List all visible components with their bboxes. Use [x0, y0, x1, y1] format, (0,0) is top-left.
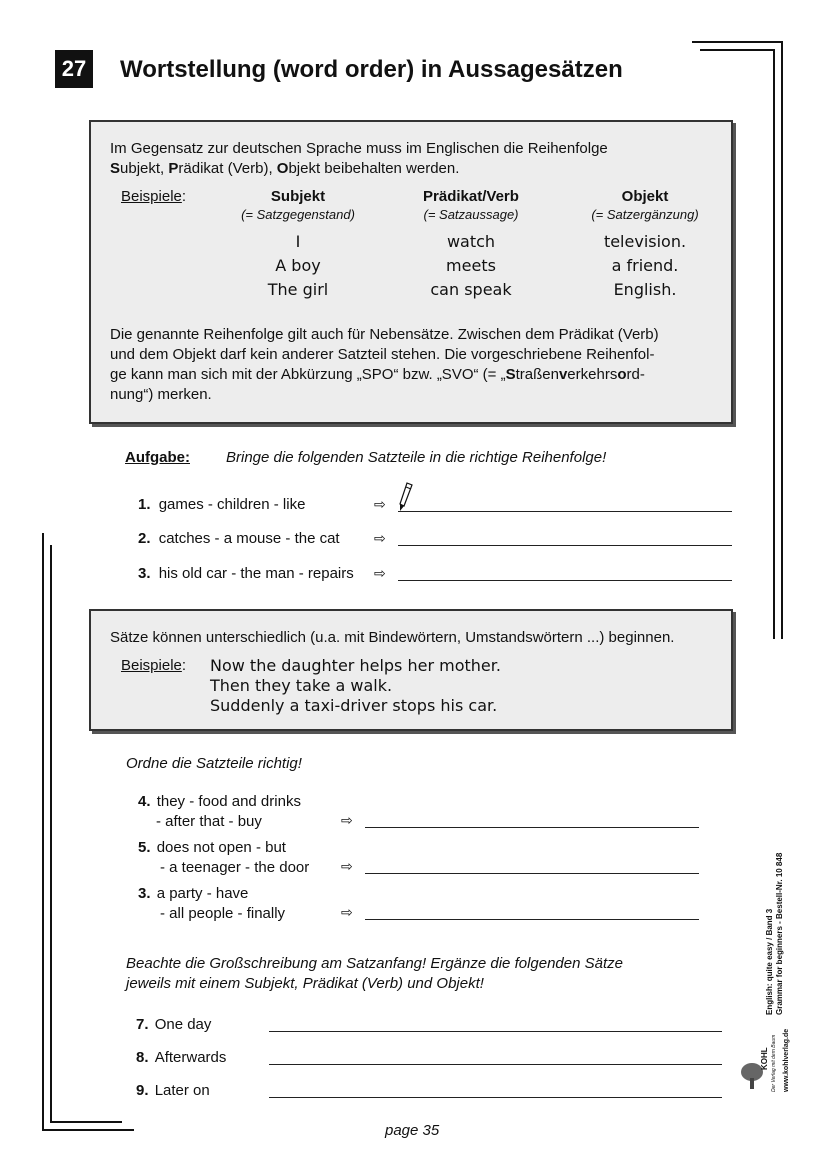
- item-text-line2: - a teenager - the door: [160, 859, 310, 876]
- answer-line-6[interactable]: [365, 919, 699, 920]
- item-number: 9.: [136, 1082, 149, 1099]
- box1-note-line: und dem Objekt darf kein anderer Satzteil stehen. Die vorgeschriebene Reihenfol-: [110, 346, 655, 363]
- example-cell: watch: [446, 232, 496, 251]
- arrow-icon: ⇨: [341, 858, 353, 874]
- item-number: 1.: [138, 496, 151, 513]
- task1-item-2: [138, 530, 340, 547]
- box2-examples-label: Beispiele:: [121, 657, 187, 674]
- task2-item-4: [138, 792, 301, 832]
- example-cell: meets: [446, 256, 496, 275]
- column-sub-objekt: (= Satzergänzung): [591, 207, 699, 222]
- item-number: 2.: [138, 530, 151, 547]
- example-cell: A boy: [275, 256, 321, 275]
- column-head-objekt: Objekt: [621, 188, 669, 205]
- arrow-icon: ⇨: [341, 904, 353, 920]
- chapter-number: 27: [61, 56, 87, 81]
- publisher-name: KOHL: [760, 1047, 769, 1070]
- item-number: 3.: [138, 565, 151, 582]
- answer-line-2[interactable]: [398, 545, 732, 546]
- item-number: 7.: [136, 1016, 149, 1033]
- task1-item-3: [138, 565, 354, 582]
- item-text-line1: a party - have: [156, 885, 249, 902]
- column-sub-subjekt: (= Satzgegenstand): [241, 207, 355, 222]
- item-text-line2: - all people - finally: [160, 905, 286, 922]
- item-text: his old car - the man - repairs: [158, 565, 354, 582]
- example-cell: a friend.: [611, 256, 679, 275]
- item-number: 3.: [138, 885, 151, 902]
- example-sentence: Then they take a walk.: [210, 676, 393, 695]
- task1-instruction: Bringe die folgenden Satzteile in die richtige Reihenfolge!: [226, 449, 607, 466]
- task1-item-1: [138, 496, 305, 513]
- example-cell: television.: [603, 232, 687, 251]
- item-text: Afterwards: [154, 1049, 227, 1066]
- column-subjekt: [218, 188, 378, 299]
- arrow-icon: ⇨: [374, 496, 386, 512]
- box1-note-line: ge kann man sich mit der Abkürzung „SPO“ bzw. „SVO“ (= „Straßenverkehrsord-: [110, 366, 645, 383]
- publisher-url: www.kohlverlag.de: [783, 1028, 790, 1092]
- answer-line-7[interactable]: [269, 1031, 722, 1032]
- item-text-line2: - after that - buy: [156, 813, 262, 830]
- box2-intro: Sätze können unterschiedlich (u.a. mit Bindewörtern, Umstandswörtern ...) beginnen.: [110, 629, 675, 646]
- sidebar-line2: Grammar for beginners - Bestell-Nr. 10 848: [775, 852, 784, 1015]
- task3-item-8: [136, 1049, 226, 1066]
- box1-intro-line2: Subjekt, Prädikat (Verb), Objekt beibehalten werden.: [110, 160, 460, 177]
- item-number: 5.: [138, 839, 151, 856]
- column-sub-praedikat: (= Satzaussage): [423, 207, 519, 222]
- task3-instruction: [126, 954, 623, 994]
- sidebar-line1: English: quite easy / Band 3: [765, 908, 774, 1015]
- page-title: Wortstellung (word order) in Aussagesätzen: [120, 56, 623, 83]
- answer-line-1[interactable]: [398, 511, 732, 512]
- example-cell: I: [295, 232, 301, 251]
- task2-item-5: [138, 838, 309, 878]
- task3-instruction-line: Beachte die Großschreibung am Satzanfang! Ergänze die folgenden Sätze: [126, 955, 623, 972]
- box1-note-line: Die genannte Reihenfolge gilt auch für Nebensätze. Zwischen dem Prädikat (Verb): [110, 326, 659, 343]
- example-sentence: Now the daughter helps her mother.: [210, 656, 501, 675]
- item-text: catches - a mouse - the cat: [158, 530, 340, 547]
- publisher-slogan: Der Verlag mit dem Baum: [771, 1034, 777, 1092]
- box1-note: [110, 325, 659, 405]
- example-cell: The girl: [267, 280, 329, 299]
- box1-examples-label: Beispiele:: [121, 188, 187, 205]
- task2-instruction: Ordne die Satzteile richtig!: [126, 755, 302, 772]
- column-head-subjekt: Subjekt: [270, 188, 326, 205]
- box1-note-line: nung“) merken.: [110, 386, 212, 403]
- answer-line-3[interactable]: [398, 580, 732, 581]
- chapter-number-badge: [55, 50, 93, 88]
- task2-item-6: [138, 884, 285, 924]
- example-sentence: Suddenly a taxi-driver stops his car.: [210, 696, 498, 715]
- column-objekt: [570, 188, 720, 299]
- answer-line-4[interactable]: [365, 827, 699, 828]
- pencil-icon: [398, 482, 414, 512]
- arrow-icon: ⇨: [341, 812, 353, 828]
- arrow-icon: ⇨: [374, 530, 386, 546]
- item-text-line1: they - food and drinks: [156, 793, 301, 810]
- item-number: 4.: [138, 793, 151, 810]
- page-number: page 35: [385, 1122, 440, 1139]
- item-text: Later on: [154, 1082, 210, 1099]
- answer-line-9[interactable]: [269, 1097, 722, 1098]
- item-text: games - children - like: [158, 496, 306, 513]
- column-head-praedikat: Prädikat/Verb: [423, 188, 519, 205]
- answer-line-5[interactable]: [365, 873, 699, 874]
- box2-examples: [210, 656, 501, 716]
- task3-item-9: [136, 1082, 210, 1099]
- column-praedikat: [386, 188, 556, 299]
- answer-line-8[interactable]: [269, 1064, 722, 1065]
- task3-item-7: [136, 1016, 211, 1033]
- item-text-line1: does not open - but: [156, 839, 286, 856]
- box1-intro-line1: Im Gegensatz zur deutschen Sprache muss im Englischen die Reihenfolge: [110, 140, 608, 157]
- arrow-icon: ⇨: [374, 565, 386, 581]
- item-number: 8.: [136, 1049, 149, 1066]
- task1-label: Aufgabe:: [125, 449, 190, 466]
- item-text: One day: [154, 1016, 212, 1033]
- example-cell: English.: [613, 280, 677, 299]
- example-cell: can speak: [430, 280, 512, 299]
- task3-instruction-line: jeweils mit einem Subjekt, Prädikat (Verb) und Objekt!: [126, 975, 484, 992]
